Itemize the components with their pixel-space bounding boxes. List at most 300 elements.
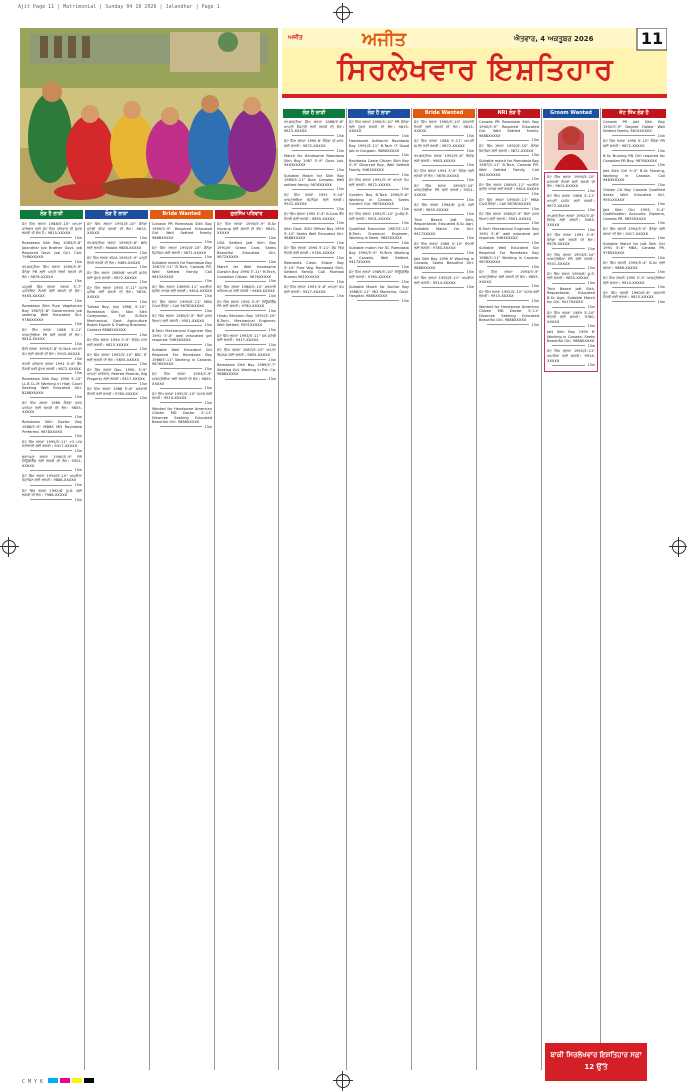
ad-rate: 15w [87,236,147,241]
ad-text: ਜੱਟ ਸਿੱਖ ਲੜਕਾ 1990 6' ਕੈਨੇਡਾ ਪੀ.ਆਰ. ਲਈ ਲੜਕੀ। 9872-XXXXX [284,139,344,148]
classified-ad [152,314,212,328]
classified-ad [603,188,665,206]
classified-ad [22,265,82,283]
classified-ad [217,314,276,332]
ad-rate: 15w [152,401,212,406]
classified-ad [22,420,82,438]
ad-text: Trick Based Jatt Sikh, Respectable, Educated B.Sc Agri, Suitable Match for Girl. 9417XXXXX [414,217,474,236]
ad-text: ਜੱਟ ਸਿੱਖ ਲੜਕਾ 1993 5'-8" ਆਪਣਾ ਕੰਮ ਲਈ ਲੜਕੀ। 9417-XXXXX [284,285,344,294]
ad-rate: 15w [152,294,212,299]
ad-rate: 15w [349,134,409,139]
classified-ad [87,305,147,337]
ad-text: Residents Clean Shave Boy 5'-10" Pure Veg. Ramdasia Sikh, Settled Family. Call Mumbai Bureau 9815XXXXX [284,261,344,279]
classified-ad [414,120,474,138]
classified-ad [349,139,409,157]
ad-text: ਜੱਟ ਸਿੱਖ ਲੜਕਾ 1992/5'-11" ਅਮਰੀਕਾ ਲਈ ਲੜਕੀ। 9914-XXXXX [414,276,474,285]
ad-text: Canada PR Jatt Sikh Boy 1992/5'-9" Degree Holder Well Settled Family. 9815XXXXX [603,120,665,134]
classified-ad [22,304,82,327]
ad-text: Hindu Bhramin Boy 1991/5'-10" B.Tech, Mechanical Engineer. Well Settled. 9501XXXXX [217,314,276,328]
ad-rate: 15w [547,189,595,194]
classified-ad [22,377,82,400]
classified-ad [547,233,595,251]
ad-text: ਜੱਟ ਸਿੱਖ ਲੜਕਾ 1991 5'-10" ਆਸਟ੍ਰੇਲੀਆ ਸਿਟੀਜ਼ਨ ਲਈ ਲੜਕੀ। 9501-XXXXX [284,192,344,207]
ad-rate: 15w [414,270,474,275]
classified-ad [217,241,276,264]
classified-ad [479,212,539,226]
classified-ad [349,159,409,177]
column-heading: NRI ਲੋੜ ਹੈ [478,109,540,118]
classified-ad [603,154,665,168]
classified-ad [414,203,474,217]
classified-column-9 [542,108,601,1070]
classified-ad [22,241,82,264]
ad-text: USA Settled Jatt Sikh Boy 1991/6' Green Card, Seeks Beautiful Educated Girl. 9872XXXXX [217,241,276,260]
ad-text: ਜੱਟ ਸਿੱਖ ਲੜਕਾ 1988 5'-11" ਆਪਣੀ ਜ਼ਮੀਨ ਲਈ ਲੜਕੀ। 9872-XXXXX [547,194,595,208]
ad-text: ਜੱਟ ਸਿੱਖ ਲੜਕਾ 1995/5'-11" +2 ਪਾਸ ਖੇਤੀਬਾੜੀ ਲਈ ਲੜਕੀ। 9417-XXXXX [22,439,82,449]
ad-rate: 15w [479,153,539,158]
painting-illustration [20,28,278,206]
ad-text: Turban Boy, July 1986, 5'-10", Ramdasia Sikh, Non Sikh Companion, Full B.Tech Mechanical, Govt. Agriculture Board Export & Trading Business. Contact 98882XXXXX [87,305,147,333]
ad-rate: 15w [87,280,147,285]
classified-ad [217,285,276,299]
column-heading: ਜੱਟ ਸਿੱਖ ਲੋੜ ਹੈ [602,109,666,118]
cmyk-label: C M Y K [22,1079,44,1085]
ad-text: ਰਾਮਗੜ੍ਹੀਆ ਲੜਕਾ 1990/5'-8" NRI ਲਈ ਲੜਕੀ। Mobile 9888-XXXXX [87,241,147,250]
masthead [282,28,667,98]
classified-ad [87,241,147,255]
ad-text: ਜੱਟ ਸਿੱਖ ਲੜਕਾ 1994/6' ਯੂ.ਕੇ. ਲਈ ਲੜਕੀ। 9855-XXXXX [414,203,474,212]
classified-ad [284,246,344,260]
ad-rate: 15w [479,284,539,289]
ad-rate: 15w [547,266,595,271]
ad-rate: 15w [547,305,595,310]
ad-text: Ramdasia Sikh Boy 1990 5'-10" LL.B LL.M Working in High Court Seeking Well Educated Girl. 8288XXXXX [22,377,82,395]
classified-ad [479,246,539,269]
classified-ad [217,222,276,240]
ad-text: ਜੱਟ ਸਿੱਖ ਲੜਕਾ 1988/5'-10" ਆਪਣਾ ਕਾਰੋਬਾਰ ਲਈ ਜੱਟ ਸਿੱਖ ਪਰਿਵਾਰ ਦੀ ਸੁੰਦਰ ਲੜਕੀ ਦੀ ਲੋੜ ਹੈ। 9815-XXXXX [22,222,82,236]
ad-text: Suitable Well Educated Girl Required For Ramdasia Boy 1986/5'-11" Working in Canada. 9876XXXXX [479,246,539,265]
ad-rate: 15w [547,247,595,252]
ad-rate: 15w [152,279,212,284]
newspaper-page [20,28,667,1070]
ad-rate: 15w [414,134,474,139]
classified-ad [603,276,665,290]
ad-rate: 15w [603,183,665,188]
ad-rate: 15w [349,221,409,226]
registration-mark-icon [672,540,686,554]
ad-rate: 15w [479,192,539,197]
classified-ad [547,272,595,286]
classified-ad [479,227,539,245]
ad-rate: 15w [152,386,212,391]
classified-ad [349,120,409,138]
ad-rate: 15w [87,382,147,387]
ad-text: ਜੱਟ ਸਿੱਖ ਲੜਕੀ 1995/5'-4" B.Sc ਲਈ ਲੜਕਾ। 9888-XXXXX [603,261,665,270]
ad-rate: 15w [87,347,147,352]
classified-ad [479,159,539,182]
ad-text: Jatt Sikh Girl 5'-5" B.Sc Nursing, Working in Canada. Call 9463XXXXX [603,168,665,183]
ad-text: Jatt Sikh Girl 1993, 5'-4" Qualification Accounts Diploma, Canada PR. 9855XXXXX [603,207,665,221]
ad-rate: 15w [603,236,665,241]
classified-column-2 [85,222,150,1070]
ad-text: ਜੱਟ ਸਿੱਖ ਲੜਕਾ 1986 5'-11" ਆਸਟ੍ਰੇਲੀਆ PR ਲਈ ਲੜਕੀ ਦੀ ਲੋੜ। 9814-XXXXX [22,328,82,342]
bride-photo [544,120,598,170]
ad-text: ਜੱਟ ਸਿੱਖ ਲੜਕੀ 1990/5'-6" ਸਰਕਾਰੀ ਨੌਕਰੀ ਲਈ ਲੜਕਾ। 9815-XXXXX [603,290,665,300]
ad-rate: 15w [284,221,344,226]
ad-text: ਜੱਟ ਸਿੱਖ ਲੜਕਾ 1990/5'-11" MBA Civil ਕੈਨੇਡਾ। Call 98780XXXXX [152,299,212,309]
ad-rate: 15w [414,285,474,290]
ad-rate: 15w [603,270,665,275]
ad-rate: 15w [479,299,539,304]
ad-rate: 15w [217,328,276,333]
ad-rate: 15w [349,280,409,285]
ad-rate: 15w [152,255,212,260]
dateline: ਐਤਵਾਰ, 4 ਅਕਤੂਬਰ 2026 [514,35,594,43]
ad-text: ਜੱਟ ਸਿੱਖ ਲੜਕਾ 1985/5'-9" ਬਿਨਾਂ ਸ਼ਰਤ ਵਿਆਹ ਲਈ ਲੜਕੀ। 9501-XXXXX [479,212,539,221]
classified-ad [22,455,82,473]
ad-text: Canada PR Ramdasia Sikh Boy 1990/5'-9" Required Educated Girl. Well Settled Family. 9888XXXXX [479,120,539,138]
classified-ad [152,261,212,284]
ad-rate: 15w [87,396,147,401]
ad-rate: 15w [217,236,276,241]
classified-ad [603,139,665,153]
classified-ad [349,193,409,211]
ad-rate: 15w [349,187,409,192]
classified-ad [414,154,474,168]
classified-ad [152,348,212,371]
ad-rate: 15w [217,377,276,382]
classified-ad [87,387,147,401]
ad-rate: 15w [152,240,212,245]
ad-rate: 15w [603,221,665,226]
ad-rate: 15w [284,168,344,173]
classified-ad [284,174,344,192]
classified-ad [217,348,276,362]
ad-text: ਜੱਟ ਸਿੱਖ ਲੜਕਾ 1991 5'-9" ਕੈਨੇਡਾ ਲਈ ਲੜਕੀ ਦੀ ਲੋੜ। 9876-XXXXX [547,233,595,247]
ad-text: Ravidasia Caste Citizen Sikh Boy 5'-9" Divorced Boy, Well Settled Family. 9463XXXXX [349,158,409,172]
ad-text: Match for Well Handsome Gursikh Boy 1990 5'-11" M.Tech, Canadian Citizen. 9876XXXXX [217,265,276,279]
ad-rate: 15w [22,342,82,347]
ad-rate: 15w [414,178,474,183]
classified-ad [87,368,147,386]
column-heading: Bride Wanted [150,210,213,219]
ad-text: ਜੱਟ ਸਿੱਖ ਲੜਕਾ 1992/5'-10" ਯੂ.ਐਸ.ਏ. ਲਈ ਲੜਕੀ। 9501-XXXXX [349,212,409,221]
continued-notice-text: ਬਾਕੀ ਸਿਰਲੇਖਵਾਰ ਇਸ਼ਤਿਹਾਰ ਸਫ਼ਾ 12 ਉੱਤੇ [550,1051,642,1071]
ad-text: Ramdasia Sikh Pure Vegetarian Boy 1987/5'-8" Government job seeking Well Educated Girl. 9780XXXXX [22,304,82,322]
ad-rate: 15w [349,299,409,304]
print-slug: Ajit Page 11 | Matrimonial | Sunday 04 10 2026 | Jalandhar | Page 1 [18,4,220,10]
ad-text: Suitable match for SC Ramdasia Boy 1990/5'-9" M.Tech Working in Canada, Well Settled. 9417XXXXX [349,246,409,265]
classified-ad [603,227,665,241]
classified-ad [414,276,474,290]
ad-rate: 15w [479,138,539,143]
classified-ad [22,362,82,376]
ad-list [215,222,278,382]
classified-ad [152,285,212,299]
ad-text: ਜੱਟ ਸਿੱਖ ਲੜਕਾ 1990 5'-10" ਕੈਨੇਡਾ PR ਲਈ ਲੜਕੀ। 9872-XXXXX [603,139,665,148]
ad-text: Jatt Sikh Boy 1990 6' Working in Canada, Seeks Beautiful Girl. 9888XXXXX [547,330,595,344]
ad-text: ਸੈਣੀ ਲੜਕਾ 1993/5'-8" B.Tech ਆਪਣਾ ਕੰਮ ਲਈ ਲੜਕੀ ਦੀ ਲੋੜ। 9915-XXXXX [22,347,82,357]
ad-rate: 15w [22,449,82,454]
ad-rate: 15w [284,280,344,285]
ad-text: ਰਾਮਗੜ੍ਹੀਆ ਲੜਕਾ 1992/5'-8" ਵਿਦੇਸ਼ ਲਈ ਲੜਕੀ। 9463-XXXXX [547,213,595,227]
classified-column-4 [215,222,279,1070]
ad-rate: 15w [479,221,539,226]
classified-ad [414,184,474,202]
color-bar [20,1078,94,1085]
ad-list [412,120,476,290]
classified-ad [349,227,409,245]
ad-list [601,120,667,305]
ad-text: ਜੱਟ ਸਿੱਖ ਲੜਕਾ 1985/5'-9" ਬਿਨਾਂ ਸ਼ਰਤ ਵਿਆਹ ਲਈ ਲੜਕੀ। 9501-XXXXX [152,314,212,323]
ad-text: Qualified Executive 1987/5'-11" B.Tech Chemical Engineer, Working in Bank. 9855XXXXX [349,227,409,241]
ad-rate: 15w [349,241,409,246]
ad-text: Ramdasia Sikh Boy 1989/5'-7" Seeking Girl, Working in Pvt. Co. 9888XXXXX [217,363,276,377]
classified-ad [547,175,595,193]
ad-rate: 15w [87,362,147,367]
registration-mark-icon [2,540,16,554]
ad-text: ਜੱਟ ਸਿੱਖ ਲੜਕਾ 1992/5'-11" ਅਮਰੀਕਾ ਲਈ ਲੜਕੀ। 9914-XXXXX [547,349,595,363]
ad-rate: 15w [22,279,82,284]
ad-rate: 15w [603,300,665,305]
ad-rate: 15w [217,260,276,265]
column-heading: Bride Wanted [413,109,475,118]
ad-text: ਜੱਟ ਸਿੱਖ ਲੜਕੀ 1994/5'-5" ਕੈਨੇਡਾ ਲਈ ਲੜਕਾ ਦੀ ਲੋੜ। 9417-XXXXX [603,227,665,236]
ad-rate: 15w [603,149,665,154]
ad-text: ਜੱਟ ਸਿੱਖ ਲੜਕਾ 1993/5'-10" ਆਸਟ੍ਰੇਲੀਆ PR ਲਈ ਲੜਕੀ। 9501-XXXXX [547,252,595,266]
publication-logo: ਅਜੀਤ [362,29,407,50]
classified-column-6 [347,108,412,1070]
ad-list [85,222,149,401]
ad-text: ਜੱਟ ਸਿੱਖ ਲੜਕਾ 1990/5'-10" ਸਰਕਾਰੀ ਨੌਕਰੀ ਲਈ ਲੜਕੀ ਦੀ ਲੋੜ। 9815-XXXXX [414,120,474,134]
ad-rate: 15w [22,236,82,241]
ad-text: ਜੱਟ ਸਿੱਖ ਲੜਕਾ 1994 5'-11" ਫੌਜ ਵਿੱਚ ਨੌਕਰੀ ਲਈ ਲੜਕੀ। 9780-XXXXX [284,246,344,256]
ad-rate: 15w [87,265,147,270]
ad-list [347,120,411,304]
classified-ad [152,392,212,406]
classified-ad [547,194,595,212]
ad-text: ਜੱਟ ਸਿੱਖ ਲੜਕਾ 1992/5'-10" ਪੰਜਾਬ ਲਈ ਲੜਕੀ। 9915-XXXXX [152,391,212,401]
ad-rate: 15w [414,149,474,154]
classified-ad [87,256,147,270]
classified-ad [284,212,344,226]
classified-ad [284,227,344,245]
classified-column-3 [150,222,215,1070]
ad-rate: 15w [349,153,409,158]
classified-ad [22,222,82,240]
ad-rate: 15w [22,498,82,503]
classified-ad [152,222,212,245]
ad-rate: 15w [603,256,665,261]
ad-rate: 15w [284,241,344,246]
ad-rate: 15w [22,322,82,327]
ad-rate: 15w [414,163,474,168]
classified-ad [603,120,665,138]
ad-rate: 15w [152,309,212,314]
ad-text: Match for Handsome Ramdasia Sikh Boy 1987 5'-9" Govt. Job. 9463XXXXX [284,154,344,168]
ad-rate: 15w [284,256,344,261]
ad-rate: 15w [547,324,595,329]
ad-rate: 15w [22,299,82,304]
ad-text: ਜੱਟ ਸਿੱਖ ਲੜਕਾ 1993 5'-11" ਪੰਜਾਬ ਪੁਲਿਸ ਲਈ ਲੜਕੀ ਦੀ ਲੋੜ। 9876-XXXXX [87,285,147,299]
classified-ad [217,363,276,381]
classified-ad [152,246,212,260]
column-heading: ਲੋੜ ਹੈ ਲਾੜੀ [20,210,83,219]
ad-text: Sikh Govt. SDO Officer Boy 1990 5'-10" Seeks Well Educated Girl. 9888XXXXX [284,227,344,241]
classified-column-8 [477,108,542,1070]
classified-ad [349,246,409,269]
ad-rate: 15w [22,434,82,439]
ad-rate: 15w [284,187,344,192]
classified-ad [284,285,344,299]
ad-text: Canada PR Ramdasia Sikh Boy 1990/5'-9" Required Educated Girl. Well Settled Family. 9888XXXXX [152,222,212,240]
ad-text: ਜੱਟ ਸਿੱਖ ਲੜਕਾ 1992 5'-9" ਨਿਊਜ਼ੀਲੈਂਡ PR ਲਈ ਲੜਕੀ। 9780-XXXXX [217,299,276,309]
ad-rate: 15w [414,198,474,203]
ad-rate: 15w [87,333,147,338]
ad-rate: 15w [349,173,409,178]
ad-text: ਜੱਟ ਸਿੱਖ ਲੜਕਾ 1989/5'-11" ਅਮਰੀਕਾ ਗ੍ਰੀਨ ਕਾਰਡ ਲਈ ਲੜਕੀ। 9814-XXXXX [152,284,212,294]
ad-text: Wanted for Handsome American Citizen MD Doctor 5'-11" Divorcee Seeking Educated Beautiful Girl. 9888XXXXX [152,406,212,425]
ad-text: ਜੱਟ ਸਿੱਖ ਲੜਕਾ 1992 5'-9" B.Com ਬੈਂਕ ਨੌਕਰੀ ਲਈ ਲੜਕੀ। 9855-XXXXX [284,212,344,221]
classified-ad [414,242,474,256]
ad-text: Trick Based Jatt Sikh, Respectable, Educated B.Sc Agri, Suitable Match for Girl. 9417XXXXX [547,286,595,305]
ad-list [477,120,541,328]
classified-ad [284,261,344,284]
ad-text: ਜੱਟ ਸਿੱਖ ਲੜਕਾ 1990/5'-9" B.Sc Nursing ਲਈ ਲੜਕੀ ਦੀ ਲੋੜ। 9815-XXXXX [217,222,276,236]
classified-ad [87,286,147,304]
ad-rate: 15w [479,177,539,182]
classified-ad [22,474,82,488]
ad-text: ਜੱਟ ਸਿੱਖ ਲੜਕਾ 1994/6' ਯੂ.ਕੇ. ਲਈ ਲੜਕੀ। 9855-XXXXX [547,271,595,281]
classified-ad [603,169,665,187]
classified-column-10 [601,108,667,1070]
ad-text: ਜੱਟ ਸਿੱਖ ਲੜਕਾ 1990/5'-11" MBA Civil ਕੈਨੇਡਾ। Call 98780XXXXX [479,197,539,207]
ad-list [150,222,214,430]
ad-rate: 15w [603,202,665,207]
continued-notice [545,1043,647,1081]
ad-rate: 15w [547,344,595,349]
ad-text: ਜੱਟ ਸਿੱਖ ਲੜਕਾ 1988 5'-8" ਸਰਕਾਰੀ ਨੌਕਰੀ ਲਈ ਲੜਕੀ। 9780-XXXXX [87,387,147,396]
ad-text: ਜੱਟ ਸਿੱਖ ਲੜਕਾ 1989 5'-10" ਇਟਲੀ ਲਈ ਲੜਕੀ। 9780-XXXXX [547,310,595,324]
classified-ad [603,208,665,226]
ad-rate: 15w [152,425,212,430]
ad-rate: 15w [152,343,212,348]
ad-rate: 15w [479,241,539,246]
ad-text: ਜੱਟ ਸਿੱਖ ਲੜਕਾ 1994 5'-9" ਵਿਦੇਸ਼ ਜਾਣ ਲਈ ਲੜਕੀ। 9815-XXXXX [87,338,147,347]
ad-text: ਜੱਟ ਸਿੱਖ ਲੜਕਾ 1992/5'-10" ਕੈਨੇਡਾ ਸਿਟੀਜ਼ਨ ਲਈ ਲੜਕੀ। 9872-XXXXX [479,143,539,153]
ad-rate: 15w [284,294,344,299]
ad-rate: 15w [284,207,344,212]
ad-text: ਜੱਟ ਸਿੱਖ ਲੜਕਾ 1991/5'-10" ਕੈਨੇਡਾ ਸਟੱਡੀ ਵੀਜ਼ਾ ਲੜਕੀ ਦੀ ਲੋੜ। 9815-XXXXX [87,222,147,236]
ad-rate: 15w [217,358,276,363]
classified-ad [22,285,82,303]
masthead-title: ਸਿਰਲੇਖਵਾਰ ਇਸ਼ਤਿਹਾਰ [337,52,614,87]
ad-rate: 15w [152,323,212,328]
classified-column-7 [412,108,477,1070]
classified-ad [349,285,409,303]
classified-ad [603,242,665,260]
left-column-heads [20,210,278,220]
classified-ad [22,328,82,346]
ad-text: ਜੱਟ ਸਿੱਖ ਲੜਕਾ 1993/5'-9" ਆਸਟ੍ਰੇਲੀਆ ਲਈ ਲੜਕੀ ਦੀ ਲੋੜ। 9855-XXXXX [479,270,539,284]
classified-column-1 [20,222,85,1070]
classified-ad [87,353,147,367]
registration-mark-icon [336,6,350,20]
ad-text: ਜੱਟ ਸਿੱਖ ਲੜਕਾ 1988 5'-11" ਆਪਣੀ ਜ਼ਮੀਨ ਲਈ ਲੜਕੀ। 9872-XXXXX [414,139,474,148]
ad-text: ਜੱਟ ਸਿੱਖ ਲੜਕਾ 1989 5'-10" ਇਟਲੀ ਲਈ ਲੜਕੀ। 9780-XXXXX [414,241,474,251]
classified-ad [22,347,82,361]
ad-rate: 15w [22,468,82,473]
ad-text: ਰਾਮਗੜ੍ਹੀਆ ਲੜਕਾ 1992/5'-8" ਵਿਦੇਸ਼ ਲਈ ਲੜਕੀ। 9463-XXXXX [414,154,474,163]
ad-text: ਜੱਟ ਸਿੱਖ ਲੜਕਾ 1992/5'-10" ਪੰਜਾਬ ਲਈ ਲੜਕੀ। 9915-XXXXX [479,289,539,299]
ad-text: ਜੱਟ ਸਿੱਖ ਲੜਕਾ 1988/5'-10" ਸਰਕਾਰੀ ਅਧਿਆਪਕ ਲਈ ਲੜਕੀ। 9463-XXXXX [217,284,276,294]
ad-rate: 15w [603,134,665,139]
classified-ad [547,253,595,271]
ad-list [20,222,84,502]
ad-text: ਜੱਟ ਸਿੱਖ ਲੜਕਾ Dec. 1990, 5'-9" ਆਪਣਾ ਕਾਰੋਬਾਰ, Retired Parents, Big Property ਲਈ ਲੜਕੀ। 9417-XXXXX [87,367,147,381]
ad-text: Suitable Match for Jatt Sikh Girl 1991 5'-6" MBA, Canada PR. 9780XXXXX [603,241,665,256]
ad-text: ਬ੍ਰਾਹਮਣ ਲੜਕਾ 1990/5'-9" PR ਨਿਊਜ਼ੀਲੈਂਡ ਲਈ ਲੜਕੀ ਦੀ ਲੋੜ। 9501-XXXXX [22,454,82,468]
column-heading: ਗੁਰਸਿੱਖ ਪਰਿਵਾਰ [215,210,278,219]
ad-rate: 15w [284,134,344,139]
classified-ad [152,329,212,347]
ad-rate: 15w [22,371,82,376]
classified-ad [603,261,665,275]
ad-text: ਖੱਤਰੀ ਪਰਿਵਾਰ ਲੜਕਾ 1991 5'-6" ਬੈਂਕ ਨੌਕਰੀ ਲਈ ਸੁੰਦਰ ਲੜਕੀ। 9872-XXXXX [22,362,82,371]
ad-rate: 15w [414,212,474,217]
column-heading: Groom Wanted [543,109,599,118]
classified-ad [603,291,665,305]
ad-text: ਰਾਮਗੜ੍ਹੀਆ ਸਿੱਖ ਲੜਕਾ 1990/5'-9" ਕੈਨੇਡਾ PR ਲਈ ਪੜ੍ਹੀ ਲਿਖੀ ਲੜਕੀ ਦੀ ਲੋੜ। 9876-XXXXX [22,265,82,279]
classified-ad [217,265,276,283]
classified-ad [22,401,82,419]
classified-ad [87,338,147,352]
ad-text: ਮਜ਼੍ਹਬੀ ਸਿੱਖ ਲੜਕਾ 1992 5'-7" ਪ੍ਰਾਈਵੇਟ ਨੌਕਰੀ ਲਈ ਲੜਕੀ ਦੀ ਲੋੜ। 9463-XXXXX [22,284,82,298]
ad-rate: 15w [479,207,539,212]
classified-ad [414,139,474,153]
ad-text: Handsome Adhiarmi Ravidasia Boy 1991/5'-11" B.Tech IT Good Job in Gurgaon. 9888XXXXX [349,139,409,153]
ad-rate: 15w [547,363,595,368]
ad-rate: 15w [22,415,82,420]
classified-ad [22,489,82,503]
ad-text: ਜੱਟ ਸਿੱਖ ਲੜਕਾ 1992/5'-10" BSC IT ਲਈ ਲੜਕੀ ਦੀ ਲੋੜ। 9855-XXXXX [87,353,147,362]
ad-rate: 15w [547,281,595,286]
ad-text: B.Sc Nursing RN Girl required for Canadian PR Boy. 9876XXXXX [603,154,665,163]
ad-rate: 15w [152,367,212,372]
ad-text: ਜੱਟ ਸਿੱਖ ਲੜਕਾ 1991 5'-9" ਕੈਨੇਡਾ ਲਈ ਲੜਕੀ ਦੀ ਲੋੜ। 9876-XXXXX [414,168,474,178]
ad-rate: 15w [349,265,409,270]
ad-rate: 15w [284,149,344,154]
classified-column-5 [282,108,347,1070]
classified-ad [217,334,276,348]
ad-list [282,120,346,299]
ad-text: ਜੱਟ ਸਿੱਖ ਲੜਕਾ 1993/5'-10" ਆਸਟ੍ਰੇਲੀਆ PR ਲਈ ਲੜਕੀ। 9501-XXXXX [414,183,474,197]
ad-rate: 15w [547,208,595,213]
ad-rate: 15w [217,309,276,314]
ad-text: ਜੱਟ ਸਿੱਖ ਲੜਕਾ 1989 ਕੈਨੇਡਾ ਵਰਕ ਪਰਮਿਟ ਲਈ ਲੜਕੀ ਦੀ ਲੋੜ। 9855-XXXXX [22,400,82,415]
classified-ad [152,407,212,430]
ad-text: Suitable Well Educated Girl Required For Ramdasia Boy 1986/5'-11" Working in Canada. 9876XXXXX [152,348,212,367]
ad-text: Ramdasia Sikh Doctor Boy 1988/5'-9" MBBS MD Ravidasia Preferred. 9878XXXXX [22,420,82,434]
ad-text: ਜੱਟ ਸਿੱਖ ਲੜਕਾ 1990/5'-10" ਸਰਕਾਰੀ ਨੌਕਰੀ ਲਈ ਲੜਕੀ ਦੀ ਲੋੜ। 9815-XXXXX [547,175,595,189]
classified-ad [22,440,82,454]
ad-rate: 15w [414,251,474,256]
ad-rate: 15w [217,279,276,284]
classified-ad [284,154,344,172]
ad-text: ਜੱਟ ਸਿੱਖ ਲੜਕਾ 1994/5'-10" ਅਮਰੀਕਾ ਸਿਟੀਜ਼ਨ ਲਈ ਲੜਕੀ। 9888-XXXXX [22,473,82,483]
ad-text: Jatt Sikh Boy 1990 6' Working in Canada, Seeks Beautiful Girl. 9888XXXXX [414,256,474,270]
ad-rate: 15w [217,343,276,348]
